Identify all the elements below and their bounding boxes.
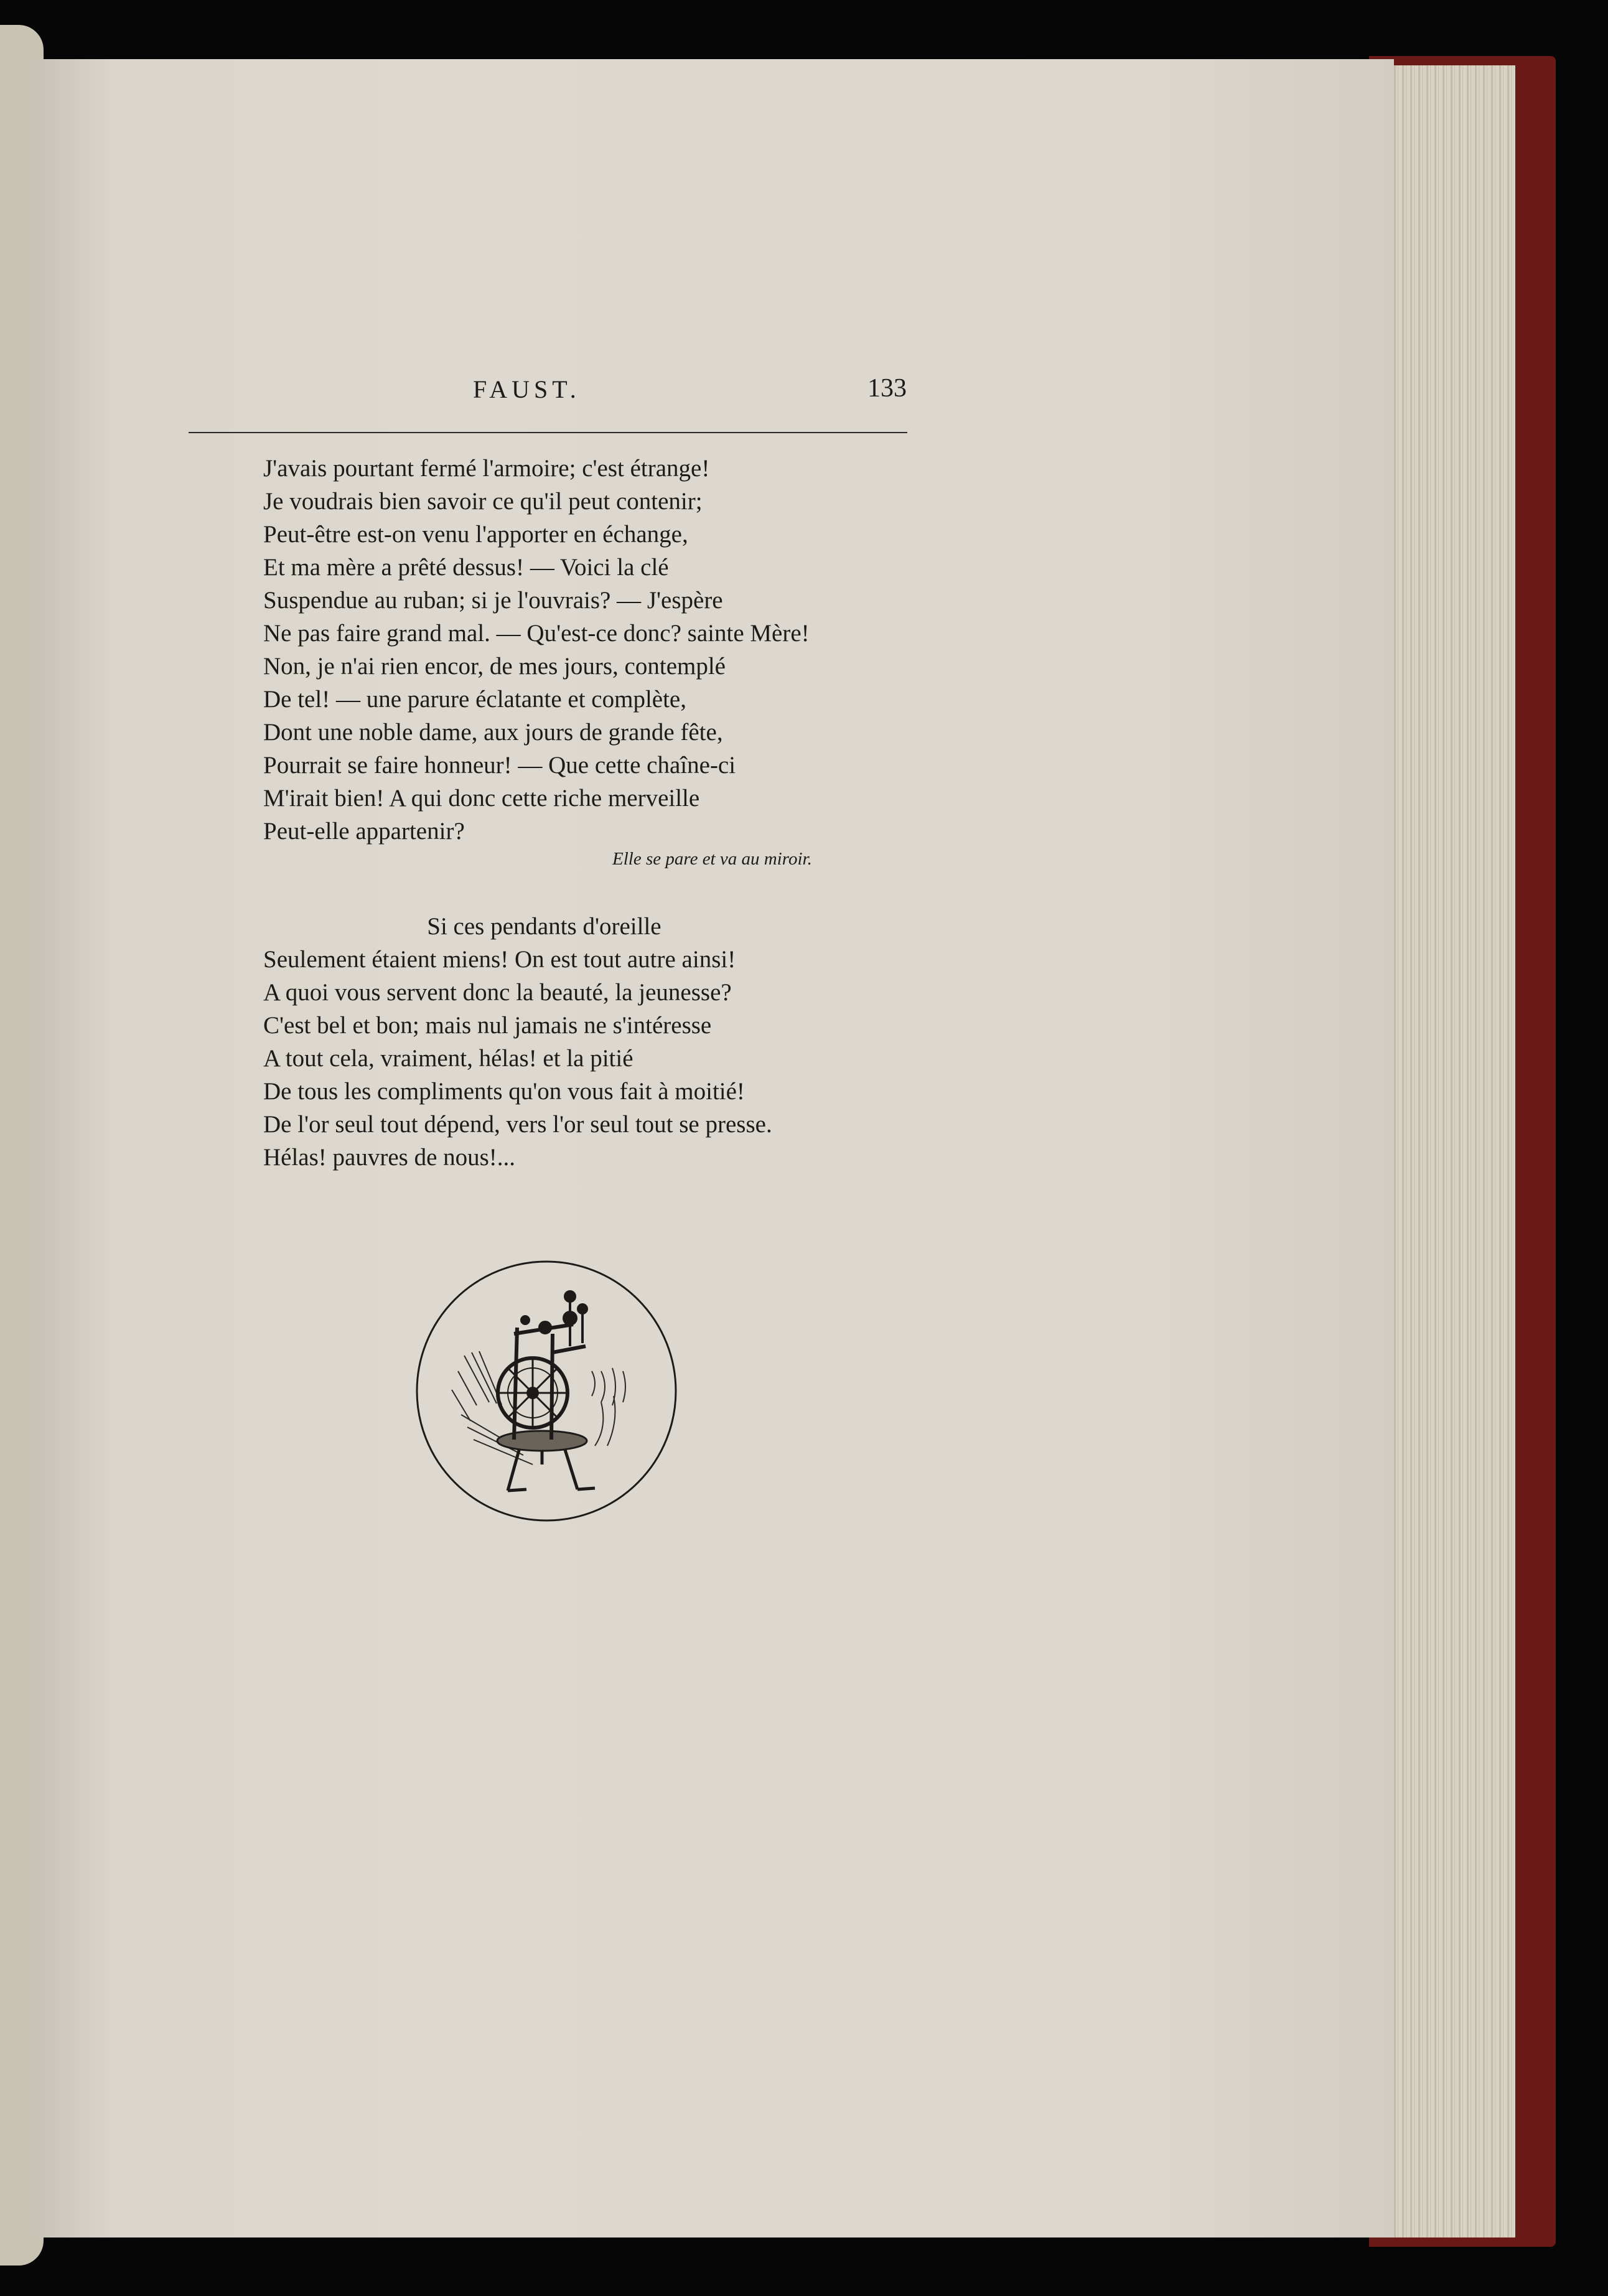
verse-line: Et ma mère a prêté dessus! — Voici la clé [263, 554, 669, 581]
verse-line: M'irait bien! A qui donc cette riche merveille [263, 785, 700, 812]
verse-line: A quoi vous servent donc la beauté, la jeunesse? [263, 979, 732, 1006]
verse-line: A tout cela, vraiment, hélas! et la pitié [263, 1045, 633, 1072]
verse-line: C'est bel et bon; mais nul jamais ne s'intéresse [263, 1012, 712, 1039]
verse-line: Dont une noble dame, aux jours de grande fête, [263, 719, 723, 746]
header-rule [189, 432, 907, 433]
verse-line: Pourrait se faire honneur! — Que cette chaîne-ci [263, 752, 736, 779]
verse-line: Suspendue au ruban; si je l'ouvrais? — J'espère [263, 587, 723, 614]
stage-direction: Elle se pare et va au miroir. [612, 849, 812, 869]
verse-line: De tous les compliments qu'on vous fait à moitié! [263, 1078, 745, 1105]
verse-line: Si ces pendants d'oreille [263, 913, 661, 940]
verse-line: J'avais pourtant fermé l'armoire; c'est étrange! [263, 455, 710, 482]
verse-line: Ne pas faire grand mal. — Qu'est-ce donc? sainte Mère! [263, 620, 810, 647]
page-number: 133 [867, 374, 907, 403]
verse-block-first [263, 452, 810, 848]
spinning-wheel-illustration [414, 1259, 679, 1524]
verse-line: Non, je n'ai rien encor, de mes jours, contemplé [263, 653, 726, 680]
verse-line: Hélas! pauvres de nous!... [263, 1144, 516, 1171]
verse-line: Je voudrais bien savoir ce qu'il peut contenir; [263, 488, 703, 515]
verse-block-second [263, 910, 772, 1174]
running-title: FAUST. [473, 375, 581, 403]
verse-line: Peut-elle appartenir? [263, 818, 465, 845]
verse-line: Peut-être est-on venu l'apporter en échange, [263, 521, 688, 548]
verse-line: Seulement étaient miens! On est tout autre ainsi! [263, 946, 736, 973]
verse-line: De l'or seul tout dépend, vers l'or seul tout se presse. [263, 1111, 772, 1138]
verse-line: De tel! — une parure éclatante et complète, [263, 686, 686, 713]
